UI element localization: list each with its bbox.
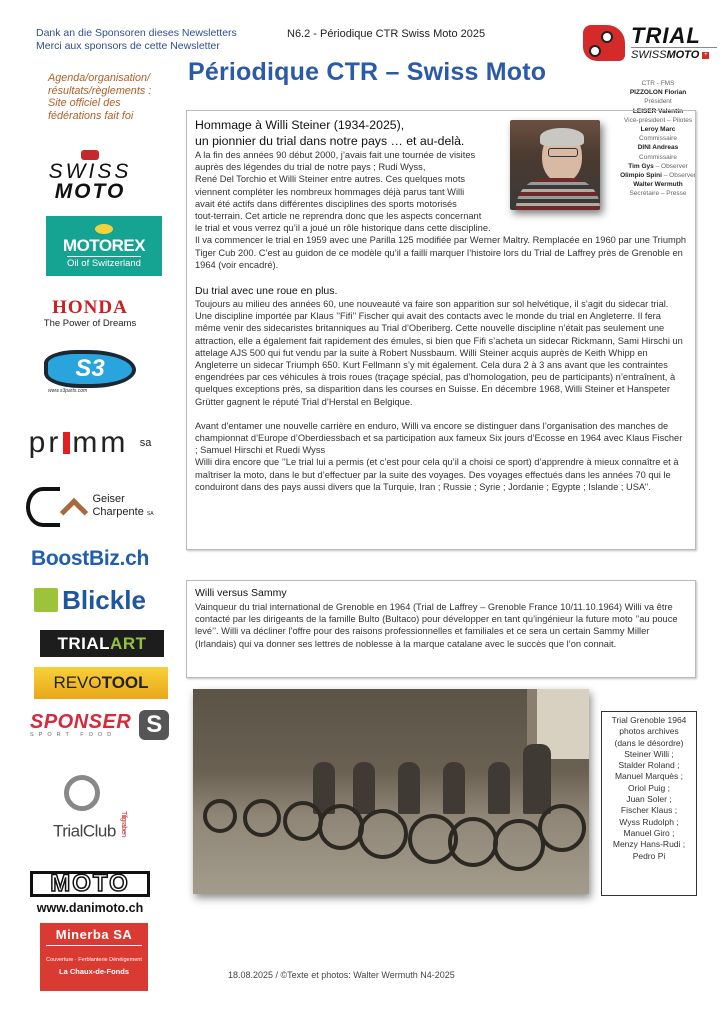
article-willi-vs-sammy — [186, 580, 696, 678]
page-title: Périodique CTR – Swiss Moto — [188, 58, 547, 86]
sponsor-boostbiz-logo[interactable]: BoostBiz.ch — [30, 547, 150, 570]
thanks-fr: Merci aux sponsors de cette Newsletter — [36, 39, 220, 52]
sponser-s-icon: S — [139, 710, 169, 740]
paragraph: Willi dira encore que ’’Le trial lui a permis (et c’est pour cela qu’il a choisi ce sport) d’apprendre à mieux connaître et à maîtriser la moto, dans le but d’effectuer par la suite des voyages. Des voyages effectués dans les années 70 qui le conduiront dans des pays aussi divers que la Turquie, Iran ; Russie ; Syrie ; Jordanie ; Egypte ; Islande ; USA’’. — [195, 457, 679, 492]
house-roof-icon — [46, 945, 142, 957]
article-subtitle: un pionnier du trial dans notre pays … et au-delà. — [195, 134, 465, 148]
swiss-cross-icon: + — [704, 51, 708, 58]
sponsor-danimoto-logo[interactable]: MOTO www.danimoto.ch — [0, 868, 180, 918]
article-hommage: Hommage à Willi Steiner (1934-2025), un pionnier du trial dans notre pays … et au-delà. A la fin des années 90 début 2000, j’avais fait une tournée de visites auprès des légendes du trial de notre pays ; Rudi Wyss, René Del Torchio et Willi Steiner entre autres. Ces quelques mots viennent compléter les nombreux hommages déjà parus tant Willi avait été actifs dans différentes disciplines des sports motorisés tout-terrain. Cet article ne reprendra donc que les aspects concernant le trial et vous verrez qu’il a joué un rôle historique dans cette discipline. Il va commencer le trial en 1959 avec une Parilla 125 modifiée par Werner Maltry. Remplacée en 1960 par une Triumph Tiger Cub 200. C’est au guidon de ce modèle qu’il a failli marquer l’histoire lors du Trial de Laffrey près de Grenoble en 1964 (voir encadré). Du trial avec une roue en plus. Toujours au milieu des années 60, une nouveauté va faire son apparition sur sol helvétique, il s’agit du sidecar trial. Une discipline importée par Klaus ’’Fifi’’ Fischer qui avait des contacts avec le monde du trial en Angleterre. Il fera même venir des sidecaristes britanniques au Trial d’Oberiberg. Cette nouvelle discipline n’était pas seulement une attraction, elle a également fait rapidement des émules, si bien que Fifi s’acheta un sidecar Rickmann, Sami Hirschi un attelage AJS 500 qui fut vendu par la suite à Robert Nussbaum. Willi Steiner acquis auprès de Keith Whipp en Angleterre un sidecar Triumph 650. Kurt Fellmann s’y mit également. Cela dura 2 à 3 ans avant que les contraintes engendrées par ces véhicules à trois roues (traçage spécial, pas d’homologation, peu de participants) n’entraînent, à quelques exceptions près, sa disparition dans les courses en Suisse. En décembre 1968, Willi Steiner et Hanspeter Grütter gagnent le réputé Trial d’Herstal en Belgique. Avant d’entamer une nouvelle carrière en enduro, Willi va encore se distinguer dans l’organisation des manches de championnat d’Europe d’Oberdiessbach et sa participation aux fameux Six jours d’Ecosse en 1964 avec Klaus Fischer ; Samuel Hirschi et Ruedi Wyss Willi dira encore que ’’Le trial lui a permis (et c’est pour cela qu’il a choisi ce sport) d’apprendre à mieux connaître et à maîtriser la moto, dans le but d’effectuer par la suite des voyages. Des voyages effectués dans les années 70 qui le conduiront dans des pays aussi divers que la Turquie, Iran ; Russie ; Syrie ; Jordanie ; Egypte ; Islande ; USA’’. — [186, 110, 696, 550]
sponsor-blickle-logo[interactable]: Blickle — [0, 583, 180, 617]
paragraph: Il va commencer le trial en 1959 avec une Parilla 125 modifiée par Werner Maltry. Remplacée en 1960 par une Triumph Tiger Cub 200. C’est au guidon de ce modèle qu’il a failli marquer l’histoire lors du Trial de Laffrey près de Grenoble en 1964 (voir encadré). — [195, 235, 687, 270]
sponsor-geiser-logo[interactable]: Geiser Charpente SA — [0, 482, 180, 532]
sponsor-honda-logo[interactable]: HONDA The Power of Dreams — [43, 296, 137, 329]
willi-steiner-portrait — [510, 120, 600, 210]
trial-bike-icon — [64, 775, 100, 811]
swissmoto-emblem-icon — [81, 150, 99, 160]
blickle-square-icon — [34, 588, 58, 612]
sponsor-revotool-logo[interactable]: REVO TOOL — [34, 667, 168, 699]
paragraph: Avant d’entamer une nouvelle carrière en enduro, Willi va encore se distinguer dans l’organisation des manches de championnat d’Europe d’Oberdiessbach et sa participation aux fameux Six jours d’Ecosse en 1964 avec Klaus Fischer ; Samuel Hirschi et Ruedi Wyss — [195, 420, 683, 456]
motorex-drop-icon — [95, 224, 113, 234]
sponsor-sponser-logo[interactable]: SPONSER SPORT FOOD S — [0, 708, 180, 742]
sponsor-motorex-logo[interactable]: MOTOREX Oil of Switzerland — [46, 216, 162, 276]
trial-swissmoto-logo: TRIAL SWISSMOTO + — [583, 23, 718, 63]
issue-label: N6.2 - Périodique CTR Swiss Moto 2025 — [287, 28, 486, 40]
roof-icon — [60, 498, 88, 526]
sponsor-trialclub-logo[interactable]: TrialClub Tiligraben — [0, 762, 180, 854]
thanks-de: Dank an die Sponsoren dieses Newsletters — [36, 27, 237, 39]
sponsor-trialart-logo[interactable]: TRIAL ART — [40, 630, 164, 657]
committee-list: CTR - FMS PIZZOLON Florian Président LEISER Valentin Vice-président – Pilotes Leroy Marc Commissaire DINI Andreas Commissaire Tim Gys – Observer Olimpio Spini – Observer Walter Wermuth Secrétaire – Presse — [620, 80, 696, 198]
sponsor-minerba-logo[interactable]: Minerba SA Couverture · Ferblanterie Dénéigement La Chaux-de-Fonds — [40, 923, 148, 991]
grenoble-1964-photo — [193, 689, 589, 894]
section-heading: Du trial avec une roue en plus. — [195, 285, 338, 298]
danimoto-url[interactable]: www.danimoto.ch — [36, 901, 144, 915]
sponsor-s3-logo[interactable]: S3 www.s3parts.com — [0, 345, 180, 399]
sponsor-thanks — [36, 27, 237, 52]
paragraph: Vainqueur du trial international de Grenoble en 1964 (Trial de Laffrey – Grenoble France 10/11.10.1964) Willi va être contacté par les dirigeants de la famille Bulto (Bultaco) pour développer en tant qu’ingénieur la future moto ’’au pouce levé’’. Willi va décliner l’offre pour des raisons professionnelles et familiales et ce sera un certain Sammy Miller (Irlandais) qui va donner ses lettres de noblesse à la marque catalane avec le succès que l’on connait. — [195, 602, 678, 649]
article-title: Willi versus Sammy — [195, 587, 287, 599]
paragraph: Toujours au milieu des années 60, une nouveauté va faire son apparition sur sol helvétique, il s’agit du sidecar trial. Une discipline importée par Klaus ’’Fifi’’ Fischer qui avait des contacts avec le monde du trial en Angleterre. Il fera même venir des sidecaristes britanniques au Trial d’Oberiberg. Cette nouvelle discipline n’était pas seulement une attraction, elle a également fait rapidement des émules, si bien que Fifi s’acheta un sidecar Rickmann, Sami Hirschi un attelage AJS 500 qui fut vendu par la suite à Robert Nussbaum. Willi Steiner acquis auprès de Keith Whipp en Angleterre un sidecar Triumph 650. Kurt Fellmann s’y mit également. Cela dura 2 à 3 ans avant que les contraintes engendrées par ces véhicules à trois roues (traçage spécial, pas d’homologation, peu de participants) n’entraînent, à quelques exceptions près, sa disparition dans les courses en Suisse. En décembre 1968, Willi Steiner et Hanspeter Grütter gagnent le réputé Trial d’Herstal en Belgique. — [195, 299, 683, 407]
footer-credit: 18.08.2025 / ©Texte et photos: Walter Wermuth N4-2025 — [228, 970, 455, 980]
agenda-note: Agenda/organisation/ résultats/règlements : Site officiel des fédérations fait foi — [48, 72, 152, 122]
sponsor-primm-logo[interactable]: pr mm sa — [28, 426, 152, 459]
photo-caption: Trial Grenoble 1964 photos archives (dans le désordre) Steiner Willi ; Stalder Roland ; Manuel Marquès ; Oriol Puig ; Juan Soler ; Fischer Klaus ; Wyss Rudolph ; Manuel Giro ; Menzy Hans-Rudi ; Pedro Pi — [601, 711, 697, 896]
trial-bike-icon — [583, 25, 625, 61]
sponsor-swissmoto-logo[interactable]: SWISS MOTO — [0, 147, 180, 205]
article-title: Hommage à Willi Steiner (1934-2025), — [195, 118, 405, 132]
